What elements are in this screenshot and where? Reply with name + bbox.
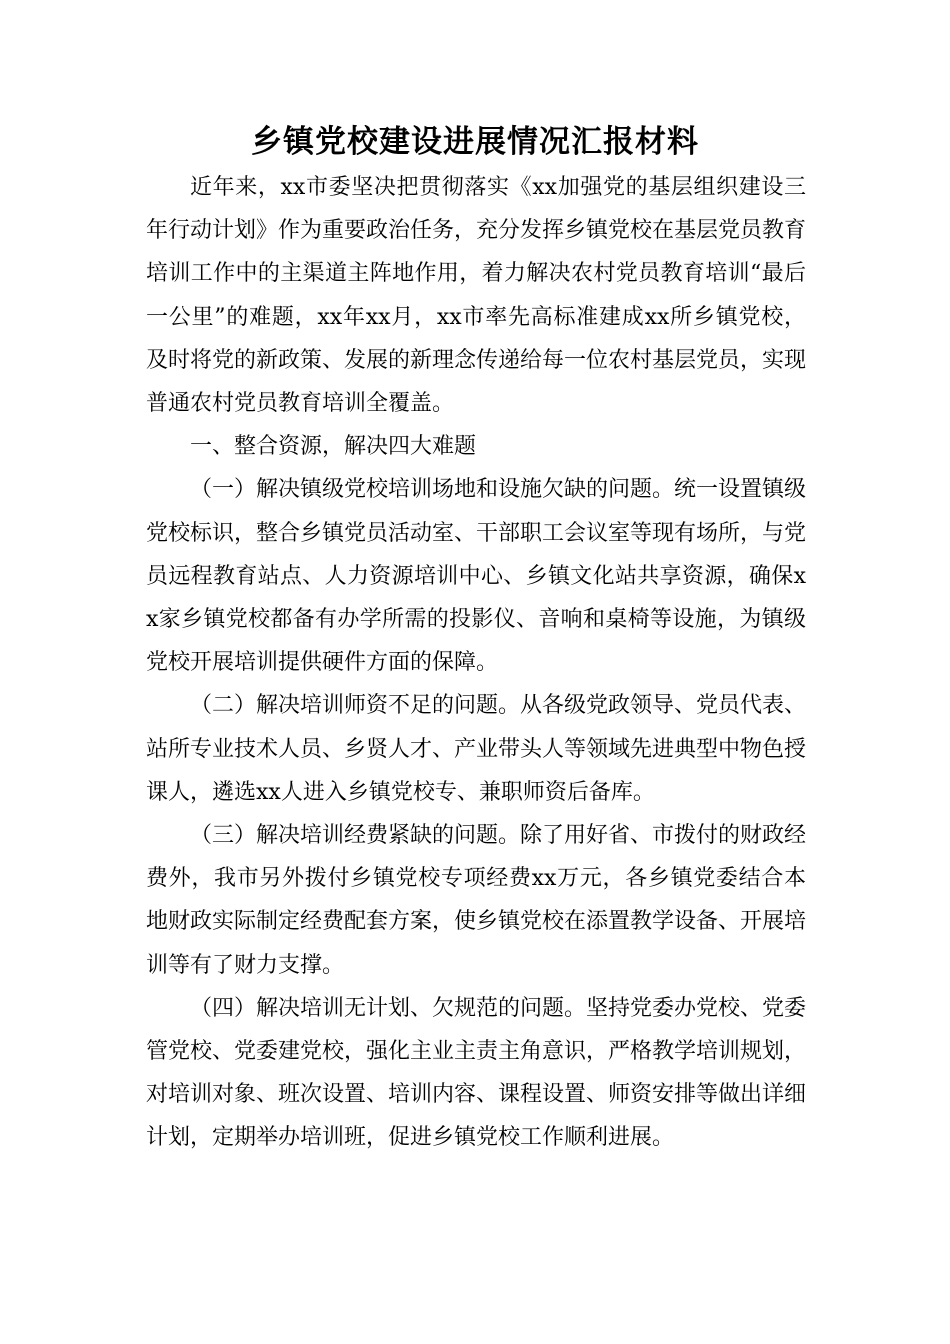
intro-paragraph: 近年来，xx市委坚决把贯彻落实《xx加强党的基层组织建设三年行动计划》作为重要政治任务，充分发挥乡镇党校在基层党员教育培训工作中的主渠道主阵地作用，着力解决农村党员教育培训“最后一公里”的难题，xx年xx月，xx市率先高标准建成xx所乡镇党校，及时将党的新政策、发展的新理念传递给每一位农村基层党员，实现普通农村党员教育培训全覆盖。 [146,175,807,417]
paragraph-item-1: （一）解决镇级党校培训场地和设施欠缺的问题。统一设置镇级党校标识，整合乡镇党员活动室、干部职工会议室等现有场所，与党员远程教育站点、人力资源培训中心、乡镇文化站共享资源，确保xx家乡镇党校都备有办学所需的投影仪、音响和桌椅等设施，为镇级党校开展培训提供硬件方面的保障。 [146,477,807,676]
paragraph-item-3: （三）解决培训经费紧缺的问题。除了用好省、市拨付的财政经费外，我市另外拨付乡镇党校专项经费xx万元，各乡镇党委结合本地财政实际制定经费配套方案，使乡镇党校在添置教学设备、开展培训等有了财力支撑。 [146,823,807,978]
paragraph-item-4: （四）解决培训无计划、欠规范的问题。坚持党委办党校、党委管党校、党委建党校，强化主业主责主角意识，严格教学培训规划，对培训对象、班次设置、培训内容、课程设置、师资安排等做出详细计划，定期举办培训班，促进乡镇党校工作顺利进展。 [146,995,807,1151]
section-heading: 一、整合资源，解决四大难题 [190,434,477,460]
paragraph-item-2: （二）解决培训师资不足的问题。从各级党政领导、党员代表、站所专业技术人员、乡贤人才、产业带头人等领域先进典型中物色授课人，遴选xx人进入乡镇党校专、兼职师资后备库。 [146,693,807,805]
document-title: 乡镇党校建设进展情况汇报材料 [251,124,699,160]
document-body [146,166,806,1160]
